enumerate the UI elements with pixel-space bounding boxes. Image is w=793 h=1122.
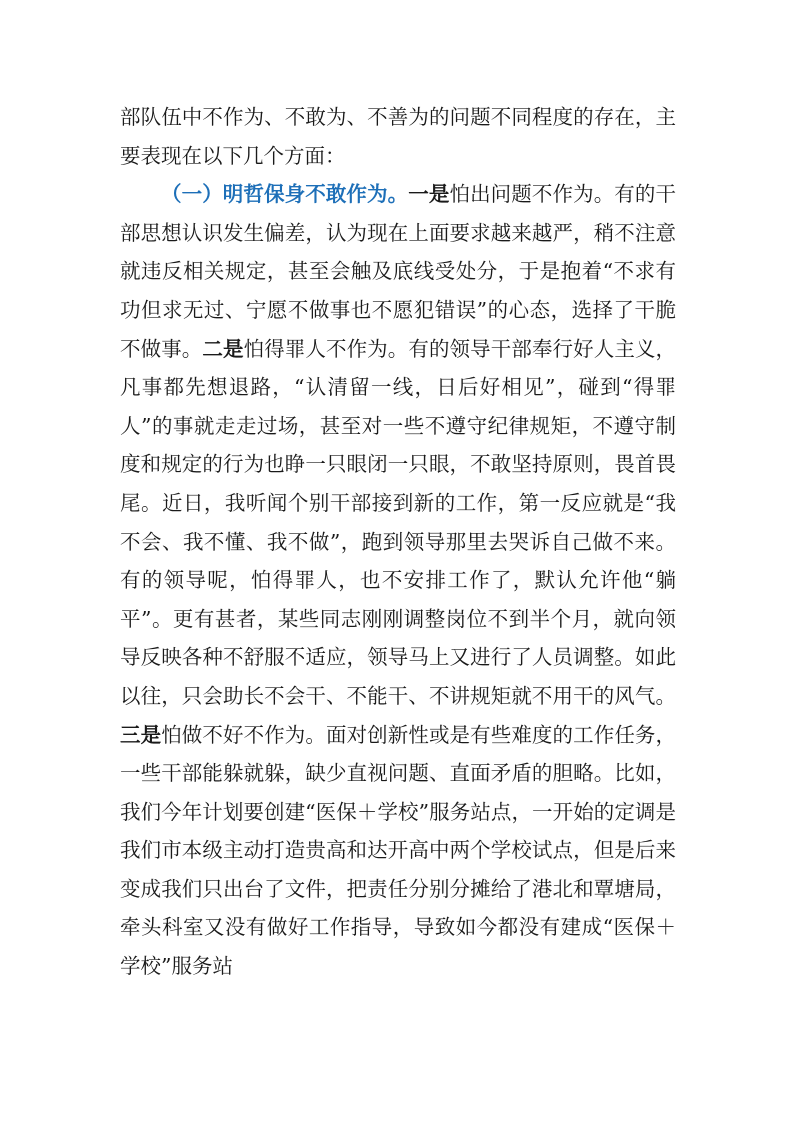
point-three-text: 怕做不好不作为。面对创新性或是有些难度的工作任务，一些干部能躲就躲，缺少直视问题、直面矛盾的胆略。比如，我们今年计划要创建“医保＋学校”服务站点，一开始的定调是我们市本级主动打造贵高和达开高中两个学校试点，但是后来变成我们只出台了文件，把责任分别分摊给了港北和覃塘局，牵头科室又没有做好工作指导，导致如今都没有建成“医保＋学校”服务站 [120,722,677,979]
section-heading: （一）明哲保身不敢作为。 [161,182,409,207]
point-one-text: 怕出问题不作为。有的干部思想认识发生偏差，认为现在上面要求越来越严，稍不注意就违反相关规定，甚至会触及底线受处分，于是抱着“不求有功但求无过、宁愿不做事也不愿犯错误”的心态，选择了干脆不做事。 [120,182,677,361]
point-two-text: 怕得罪人不作为。有的领导干部奉行好人主义，凡事都先想退路，“认清留一线，日后好相见”，碰到“得罪人”的事就走走过场，甚至对一些不遵守纪律规矩，不遵守制度和规定的行为也睁一只眼闭一只眼，不敢坚持原则，畏首畏尾。近日，我听闻个别干部接到新的工作，第一反应就是“我不会、我不懂、我不做”，跑到领导那里去哭诉自己做不来。有的领导呢，怕得罪人，也不安排工作了，默认允许他“躺平”。更有甚者，某些同志刚刚调整岗位不到半个月，就向领导反映各种不舒服不适应，领导马上又进行了人员调整。如此以往，只会助长不会干、不能干、不讲规矩就不用干的风气。 [120,336,677,708]
paragraph-section-one [120,175,676,985]
point-one-label: 一是 [408,182,450,207]
paragraph-intro [120,98,676,175]
point-two-label: 二是 [202,336,244,361]
document-body [120,98,676,986]
point-three-label: 三是 [120,722,162,747]
paragraph-intro-text: 部队伍中不作为、不敢为、不善为的问题不同程度的存在，主要表现在以下几个方面： [120,105,676,168]
